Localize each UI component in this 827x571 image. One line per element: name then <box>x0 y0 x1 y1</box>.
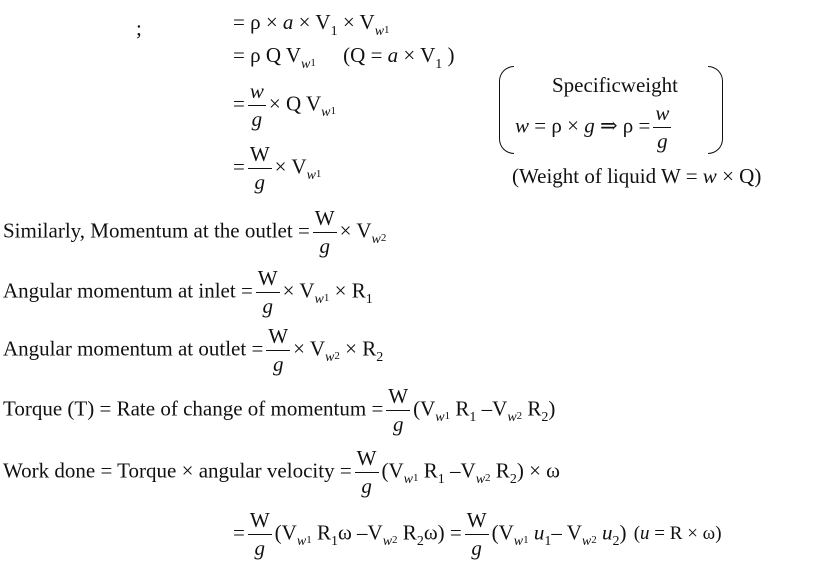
work-done-line: Work done = Torque × angular velocity = $\frac{W}{g}$ ($V_w1$ $R_1$ $-V_w2$ $R_2) \times \omega$ <box>3 446 560 498</box>
momentum-outlet-line: Similarly, Momentum at the outlet = $\frac{W}{g}$ × $V_w2$ <box>3 206 387 258</box>
eq-momentum-Wg: = $\frac{W}{g}$ × $V_w1$ <box>233 142 322 194</box>
angular-momentum-outlet-line: Angular momentum at outlet = $\frac{W}{g}$ × $V_w2 \times R_2$ <box>3 324 384 376</box>
torque-line: Torque (T) = Rate of change of momentum = $\frac{W}{g}$ ($V_w1$ $R_1$ $-V_w2$ $R_2$) <box>3 384 556 436</box>
left-parenthesis-bracket <box>499 66 514 154</box>
specific-weight-formula: w = ρ × g ⇒ ρ = $\frac{w}{g}$ <box>515 101 670 153</box>
eq-momentum-rho-a: = $\rho \times a \times V_1 \times V_w1$ <box>233 10 390 39</box>
specific-weight-label: Specificweight <box>552 73 678 97</box>
stray-semicolon: ; <box>136 16 142 40</box>
fraction-w-over-g: $\frac{w}{g}$ <box>249 79 264 131</box>
eq-momentum-rho-q: = ρ Q $V_w1$ ($Q = a \times V_1$ ) <box>233 43 455 72</box>
eq-momentum-wg: = $\frac{w}{g}$ × Q $V_w1$ <box>233 79 337 131</box>
angular-momentum-inlet-line: Angular momentum at inlet = $\frac{W}{g}$ × $V_w1 \times R_1$ <box>3 266 373 318</box>
work-done-result-line: = $\frac{W}{g}$ ($V_w1$ $R_1\omega$ $-V_w2$ $R_2\omega$) = $\frac{W}{g}$ ($V_w1$ $u_1-$ $V_w2$ $u_2$) (u = R × ω) <box>233 508 722 560</box>
right-parenthesis-bracket <box>708 66 723 154</box>
fraction-W-over-g: $\frac{W}{g}$ <box>249 142 270 194</box>
weight-of-liquid-note: (Weight of liquid W = w × Q) <box>512 164 762 188</box>
